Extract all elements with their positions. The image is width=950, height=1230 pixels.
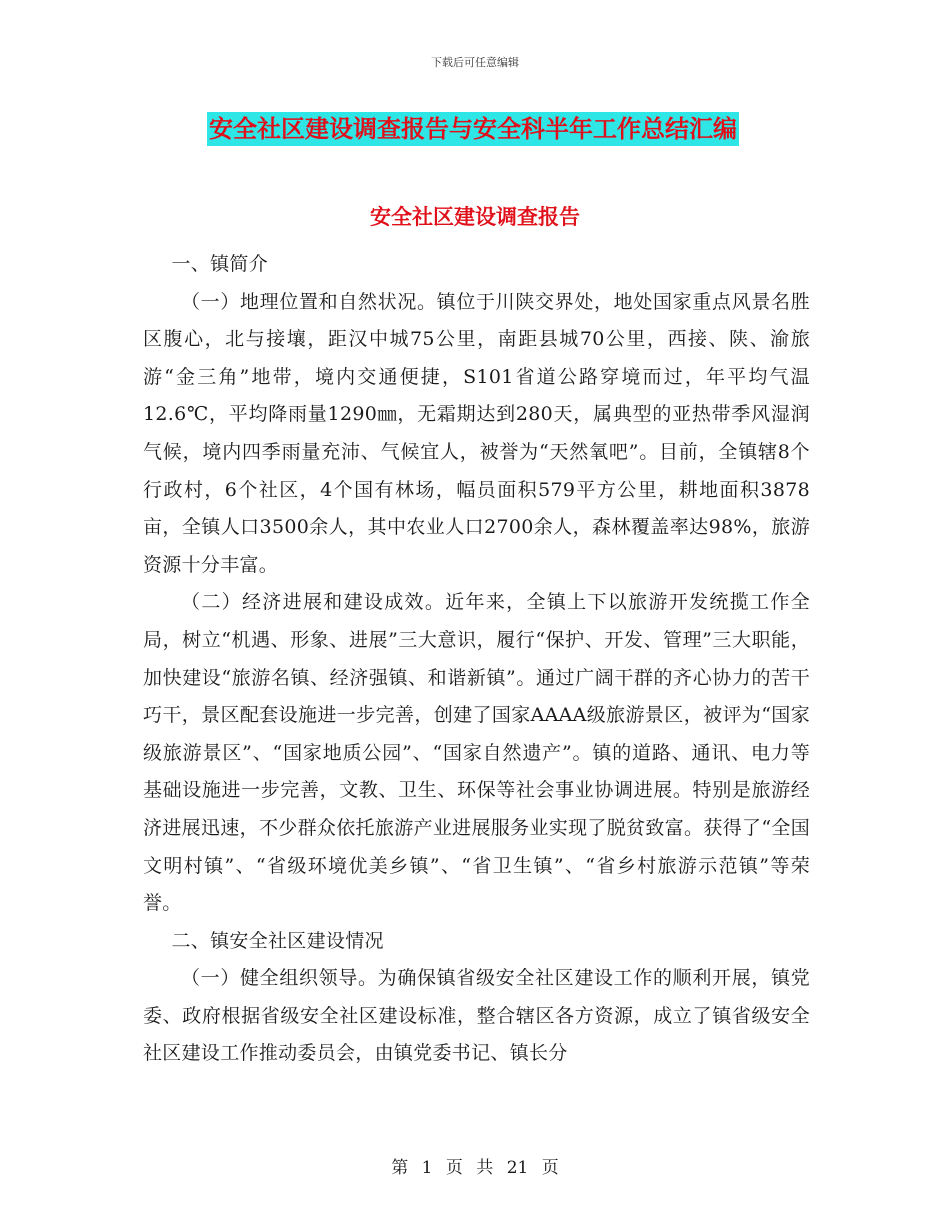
document-title: 安全社区建设调查报告与安全科半年工作总结汇编: [207, 112, 739, 146]
paragraph-geography: （一）地理位置和自然状况。镇位于川陕交界处，地处国家重点风景名胜区腹心，北与接壤，距汉中城75公里，南距县城70公里，西接、陕、渝旅游“金三角”地带，境内交通便捷，S101省道公路穿境而过，年平均气温12.6℃，平均降雨量1290㎜，无霜期达到280天，属典型的亚热带季风湿润气候，境内四季雨量充沛、气候宜人，被誉为“天然氧吧”。目前，全镇辖8个行政村，6个社区，4个国有林场，幅员面积579平方公里，耕地面积3878亩，全镇人口3500余人，其中农业人口2700余人，森林覆盖率达98%，旅游资源十分丰富。: [143, 290, 810, 576]
heading-safety-community: 二、镇安全社区建设情况: [171, 929, 384, 952]
footer-total-unit: 页: [541, 1158, 559, 1178]
footer-total-pages: 21: [506, 1158, 529, 1178]
footer-prefix: 第: [391, 1158, 409, 1178]
body-text: [143, 246, 810, 1073]
footer-total-prefix: 共: [476, 1158, 494, 1178]
footer-page-unit: 页: [445, 1158, 463, 1178]
paragraph-organization: （一）健全组织领导。为确保镇省级安全社区建设工作的顺利开展，镇党委、政府根据省级安全社区建设标准，整合辖区各方资源，成立了镇省级安全社区建设工作推动委员会，由镇党委书记、镇长分: [143, 967, 810, 1065]
section-title: 安全社区建设调查报告: [370, 204, 580, 229]
heading-town-intro: 一、镇简介: [171, 253, 269, 275]
footer-page-number: 1: [421, 1158, 433, 1178]
page-footer: [0, 1153, 950, 1178]
paragraph-economy: （二）经济进展和建设成效。近年来，全镇上下以旅游开发统揽工作全局，树立“机遇、形象、进展”三大意识，履行“保护、开发、管理”三大职能，加快建设“旅游名镇、经济强镇、和谐新镇”。通过广阔干群的齐心协力的苦干巧干，景区配套设施进一步完善，创建了国家AAAA级旅游景区，被评为“国家级旅游景区”、“国家地质公园”、“国家自然遗产”。镇的道路、通讯、电力等基础设施进一步完善，文教、卫生、环保等社会事业协调进展。特别是旅游经济进展迅速，不少群众依托旅游产业进展服务业实现了脱贫致富。获得了“全国文明村镇”、“省级环境优美乡镇”、“省卫生镇”、“省乡村旅游示范镇”等荣誉。: [143, 591, 810, 915]
header-note: 下载后可任意编辑: [431, 56, 519, 69]
